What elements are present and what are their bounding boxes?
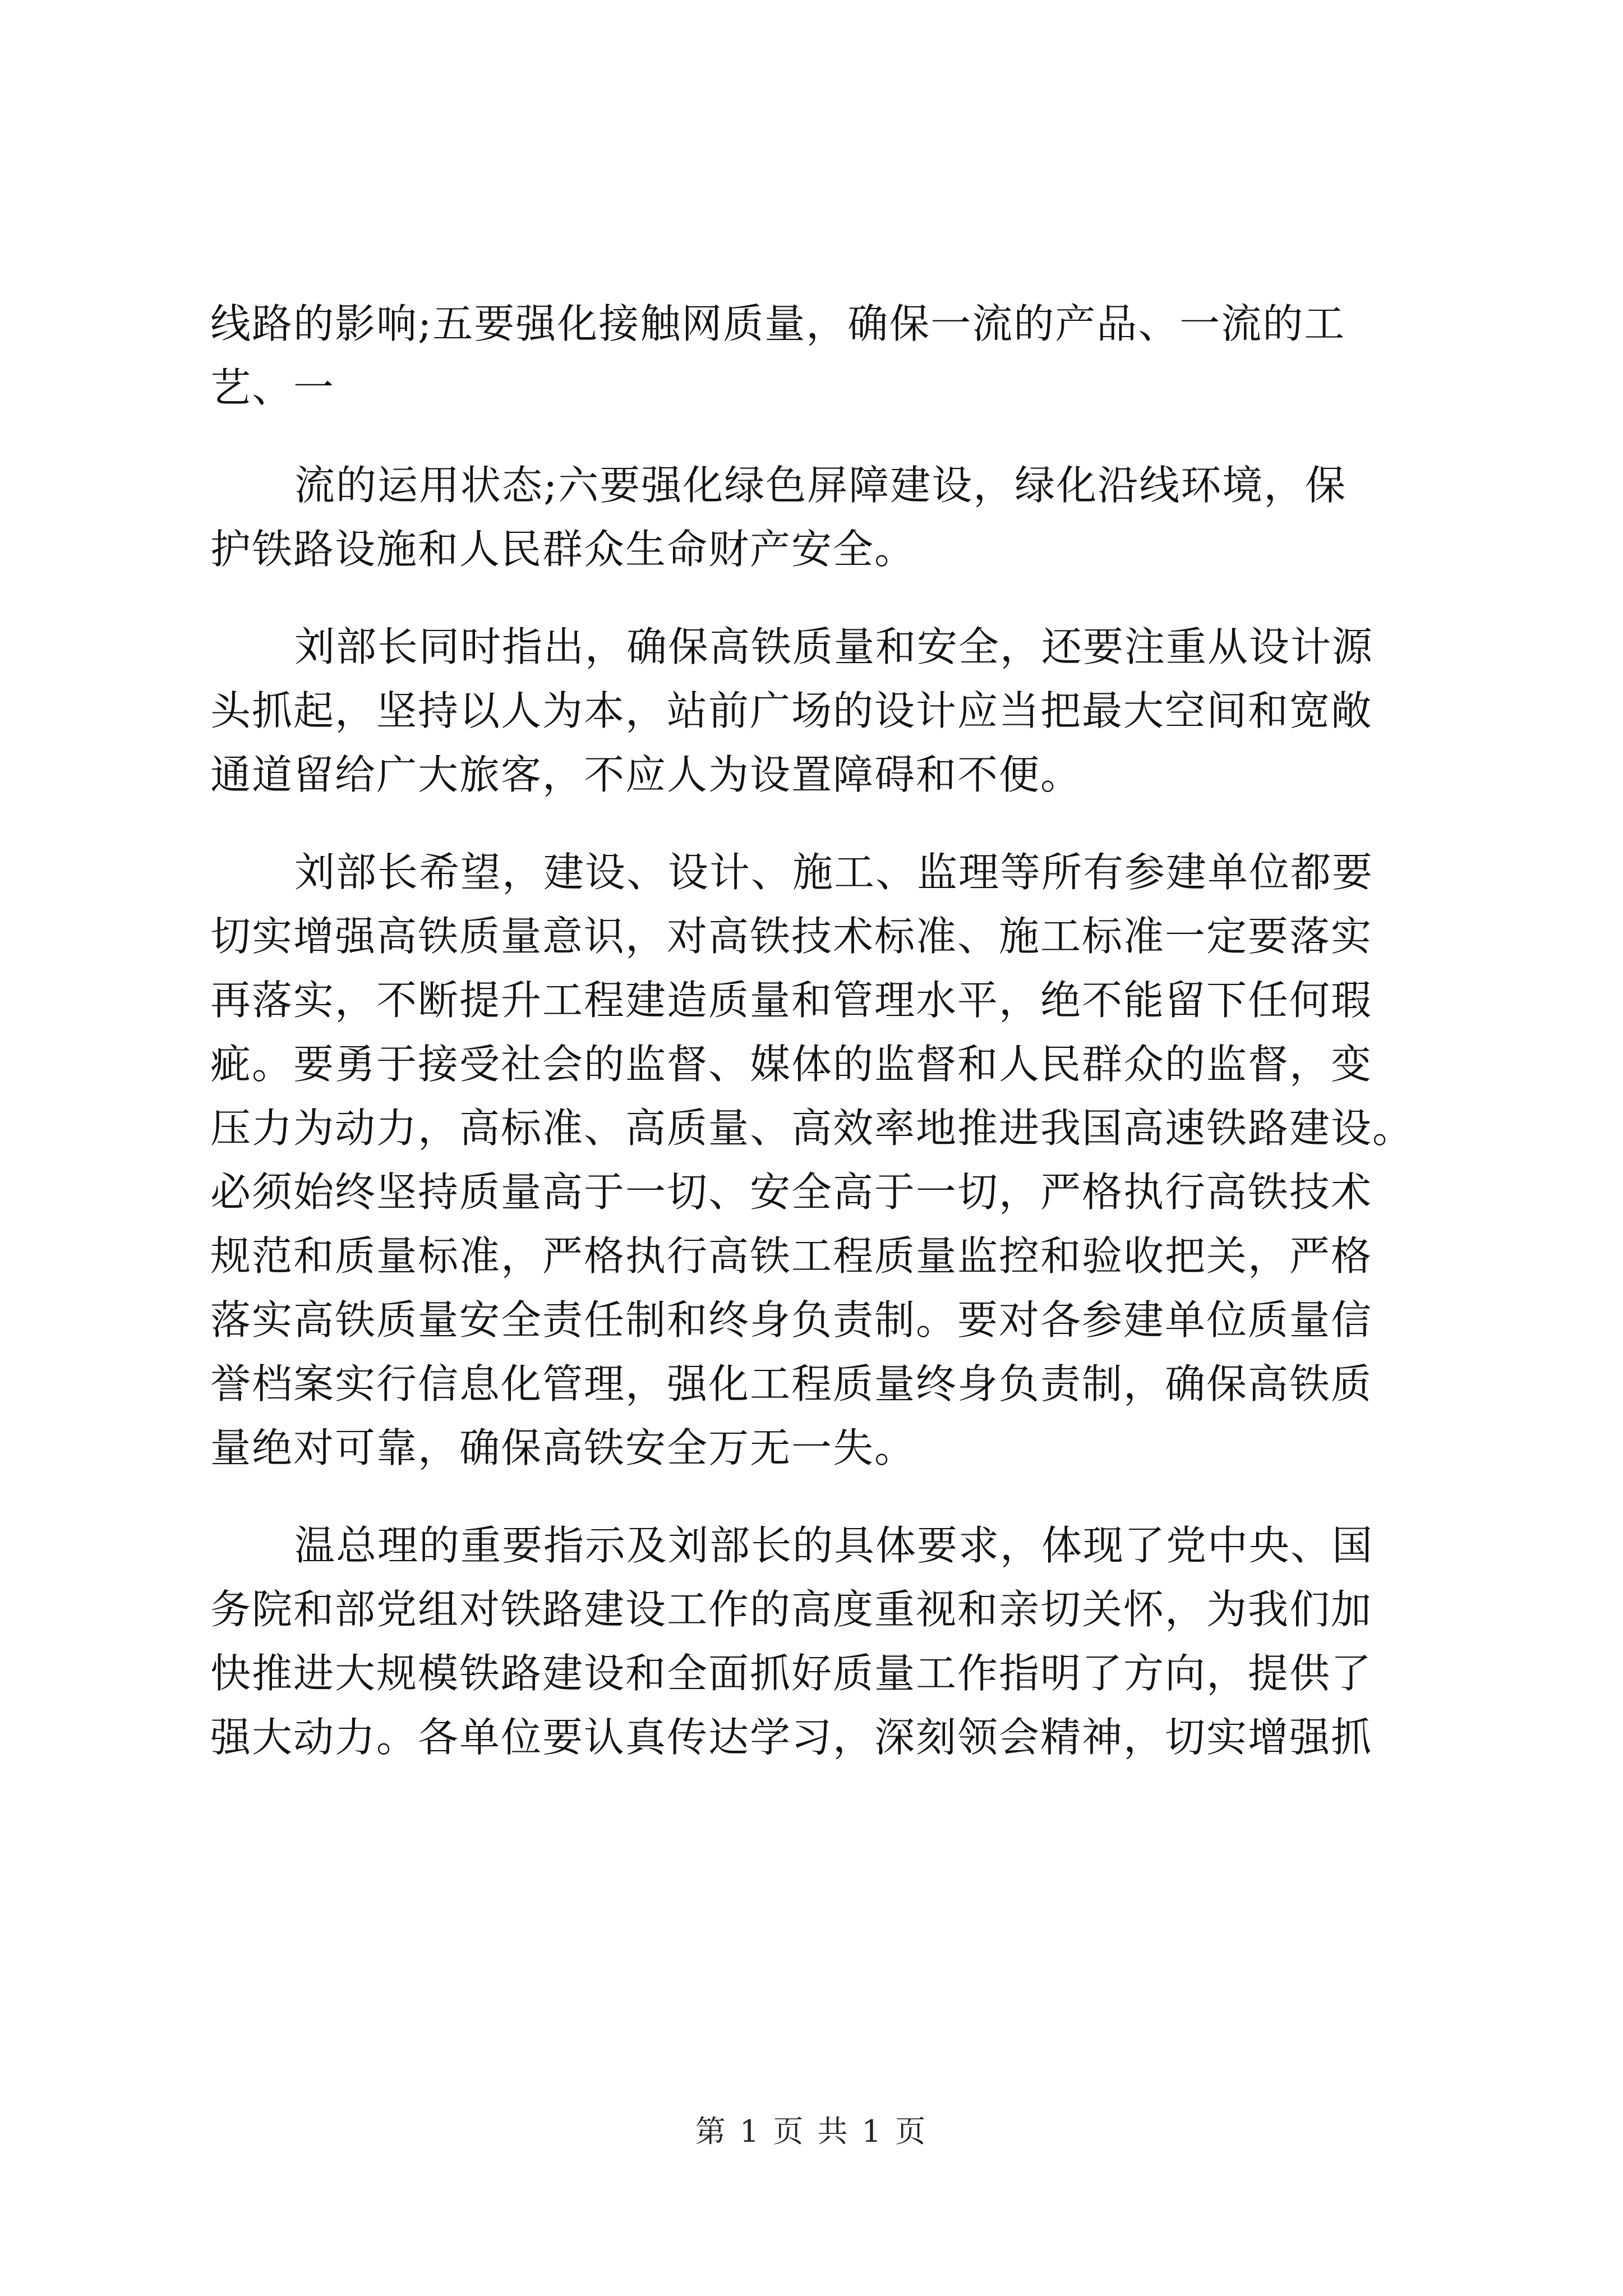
text-line: 强大动力。各单位要认真传达学习，深刻领会精神，切实增强抓	[210, 1714, 1373, 1761]
text-line: 头抓起，坚持以人为本，站前广场的设计应当把最大空间和宽敞	[210, 687, 1373, 734]
text-line: 通道留给广大旅客，不应人为设置障碍和不便。	[210, 751, 1082, 798]
text-line: 誉档案实行信息化管理，强化工程质量终身负责制，确保高铁质	[210, 1360, 1373, 1407]
text-line: 快推进大规模铁路建设和全面抓好质量工作指明了方向，提供了	[210, 1650, 1373, 1697]
text-line: 压力为动力，高标准、高质量、高效率地推进我国高速铁路建设。	[210, 1105, 1414, 1152]
text-line: 疵。要勇于接受社会的监督、媒体的监督和人民群众的监督，变	[210, 1041, 1373, 1088]
text-line: 护铁路设施和人民群众生命财产安全。	[210, 526, 916, 573]
text-line: 刘部长同时指出，确保高铁质量和安全，还要注重从设计源	[294, 623, 1374, 670]
text-line: 务院和部党组对铁路建设工作的高度重视和亲切关怀，为我们加	[210, 1586, 1373, 1633]
document-body	[210, 292, 1424, 1769]
text-line: 量绝对可靠，确保高铁安全万无一失。	[210, 1424, 916, 1471]
text-line: 再落实，不断提升工程建造质量和管理水平，绝不能留下任何瑕	[210, 977, 1373, 1024]
text-line: 流的运用状态;六要强化绿色屏障建设，绿化沿线环境，保	[294, 462, 1347, 509]
text-line: 温总理的重要指示及刘部长的具体要求，体现了党中央、国	[294, 1522, 1374, 1569]
text-line: 艺、一	[210, 364, 335, 411]
text-line: 线路的影响;五要强化接触网质量，确保一流的产品、一流的工	[210, 300, 1346, 347]
text-line: 刘部长希望，建设、设计、施工、监理等所有参建单位都要	[294, 849, 1374, 896]
text-line: 切实增强高铁质量意识，对高铁技术标准、施工标准一定要落实	[210, 913, 1373, 960]
text-line: 规范和质量标准，严格执行高铁工程质量监控和验收把关，严格	[210, 1232, 1373, 1280]
text-line: 落实高铁质量安全责任制和终身负责制。要对各参建单位质量信	[210, 1296, 1373, 1343]
page-number-footer: 第 1 页 共 1 页	[695, 2114, 928, 2149]
text-line: 必须始终坚持质量高于一切、安全高于一切，严格执行高铁技术	[210, 1168, 1373, 1216]
